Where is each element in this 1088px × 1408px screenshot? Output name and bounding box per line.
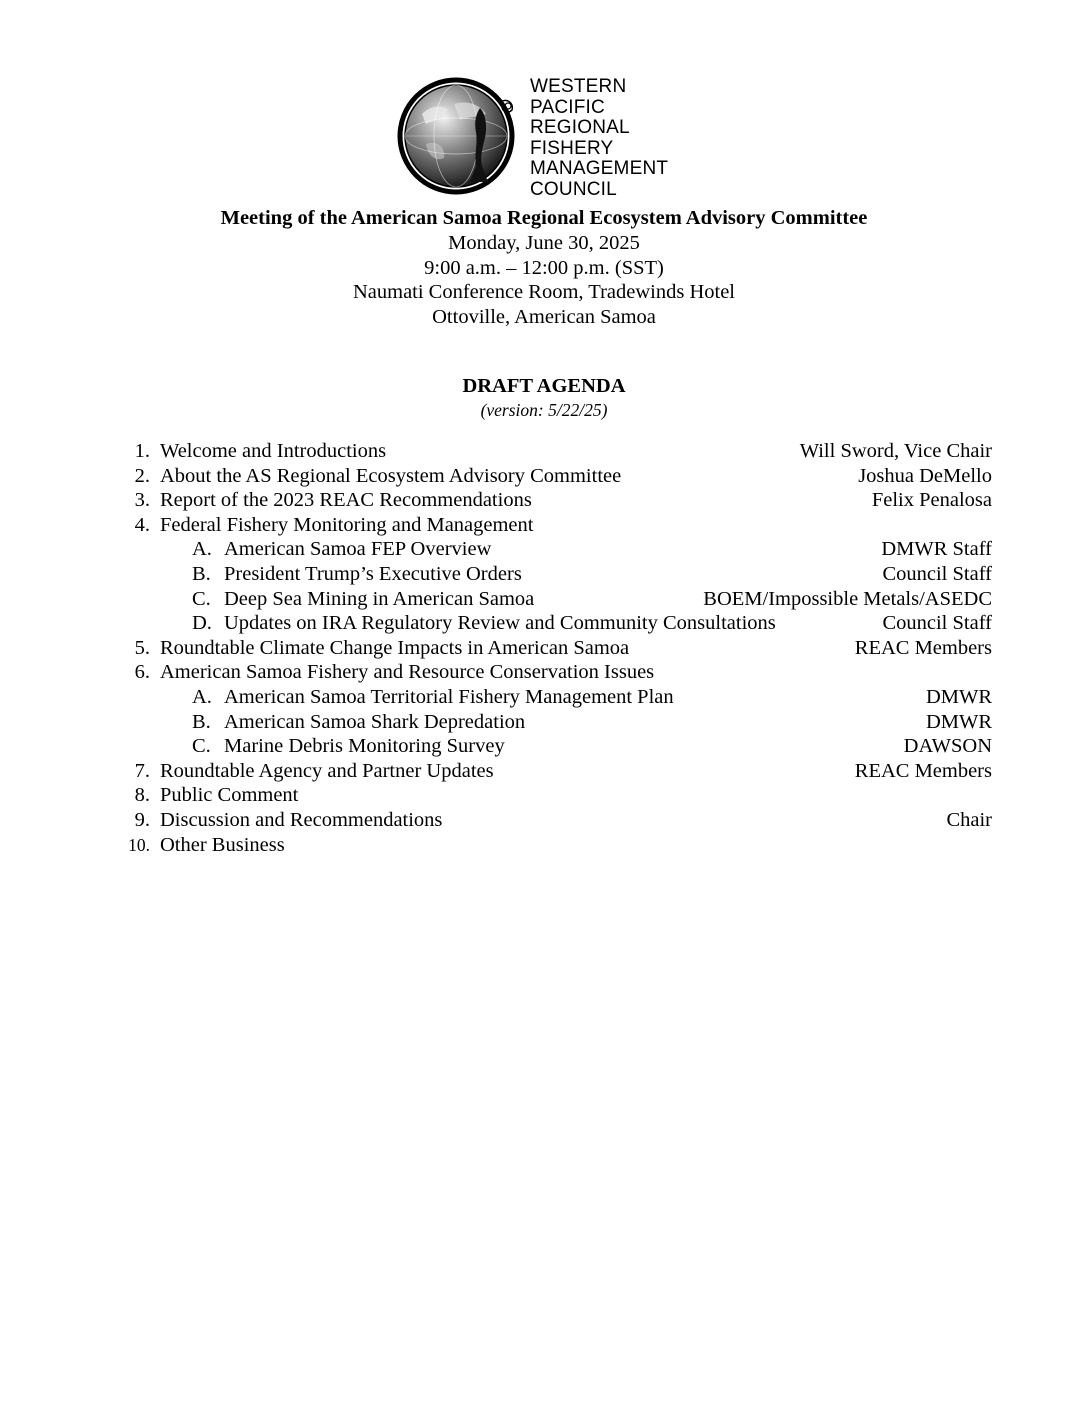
- subitem-title: Marine Debris Monitoring Survey: [224, 735, 505, 758]
- subitem-presenter: Council Staff: [882, 562, 992, 585]
- agenda-item: [0, 759, 1088, 784]
- item-number: 4.: [134, 513, 150, 536]
- item-presenter: Chair: [946, 808, 992, 831]
- council-logo: [396, 74, 696, 200]
- subitem-letter: B.: [192, 562, 211, 585]
- logo-line: WESTERN: [530, 76, 627, 97]
- subitem-title: Updates on IRA Regulatory Review and Community Consultations: [224, 612, 776, 635]
- subitem-presenter: DMWR Staff: [881, 538, 992, 561]
- agenda-item: [0, 488, 1088, 513]
- item-number: 7.: [134, 759, 150, 782]
- item-presenter: Will Sword, Vice Chair: [799, 440, 992, 462]
- item-presenter: REAC Members: [854, 636, 992, 659]
- meeting-date: Monday, June 30, 2025: [448, 232, 640, 254]
- logo-line: COUNCIL: [530, 178, 617, 200]
- agenda-heading: DRAFT AGENDA: [462, 375, 626, 397]
- agenda-item: [0, 439, 1088, 464]
- subitem-title: American Samoa FEP Overview: [224, 538, 492, 561]
- agenda-item: [0, 783, 1088, 808]
- item-presenter: Joshua DeMello: [858, 464, 992, 487]
- item-title: Other Business: [160, 833, 285, 856]
- subitem-presenter: Council Staff: [882, 612, 992, 635]
- item-title: Report of the 2023 REAC Recommendations: [160, 489, 532, 512]
- agenda-subitem: [0, 611, 1088, 636]
- agenda-version: (version: 5/22/25): [480, 400, 608, 420]
- meeting-title: Meeting of the American Samoa Regional Ecosystem Advisory Committee: [220, 207, 868, 229]
- council-name: [530, 77, 668, 200]
- subitem-letter: A.: [192, 685, 212, 708]
- logo-line: PACIFIC: [530, 96, 605, 118]
- item-presenter: Felix Penalosa: [871, 489, 992, 512]
- item-number: 3.: [134, 489, 150, 512]
- logo-line: REGIONAL: [530, 117, 630, 138]
- item-title: Welcome and Introductions: [160, 440, 387, 462]
- item-title: Public Comment: [160, 784, 299, 807]
- agenda-subitem: [0, 710, 1088, 735]
- agenda-item: [0, 513, 1088, 538]
- logo-line: MANAGEMENT: [530, 158, 669, 179]
- item-title: Roundtable Agency and Partner Updates: [160, 759, 494, 782]
- subitem-presenter: DMWR: [925, 710, 992, 733]
- subitem-letter: B.: [192, 710, 211, 733]
- subitem-title: Deep Sea Mining in American Samoa: [224, 587, 535, 610]
- subitem-letter: D.: [192, 612, 212, 635]
- agenda-subitem: [0, 562, 1088, 587]
- item-number: 5.: [134, 636, 150, 659]
- agenda-subitem: [0, 685, 1088, 710]
- subitem-title: American Samoa Territorial Fishery Management Plan: [224, 685, 674, 708]
- subitem-letter: C.: [192, 587, 211, 610]
- meeting-city: Ottoville, American Samoa: [432, 306, 656, 328]
- item-number: 2.: [134, 464, 150, 487]
- item-number: 8.: [134, 784, 150, 807]
- item-number: 9.: [134, 808, 150, 831]
- item-presenter: REAC Members: [854, 759, 992, 782]
- item-title: About the AS Regional Ecosystem Advisory Committee: [160, 464, 622, 487]
- meeting-location: Naumati Conference Room, Tradewinds Hotel: [352, 281, 736, 303]
- item-number: 10.: [128, 834, 150, 855]
- subitem-presenter: DAWSON: [903, 735, 992, 758]
- subitem-letter: C.: [192, 735, 211, 758]
- globe-emblem-icon: [396, 74, 524, 200]
- agenda-subitem: [0, 587, 1088, 612]
- agenda-item: [0, 808, 1088, 833]
- item-number: 6.: [134, 661, 150, 684]
- subitem-title: American Samoa Shark Depredation: [224, 710, 526, 733]
- subitem-presenter: BOEM/Impossible Metals/ASEDC: [703, 587, 992, 610]
- subitem-presenter: DMWR: [925, 685, 992, 708]
- item-title: Roundtable Climate Change Impacts in American Samoa: [160, 636, 630, 659]
- agenda-item: [0, 833, 1088, 858]
- agenda-item: [0, 660, 1088, 685]
- item-title: Discussion and Recommendations: [160, 808, 443, 831]
- logo-line: FISHERY: [530, 137, 614, 159]
- item-title: Federal Fishery Monitoring and Management: [160, 513, 534, 536]
- meeting-time: 9:00 a.m. – 12:00 p.m. (SST): [424, 257, 664, 279]
- agenda-subitem: [0, 537, 1088, 562]
- agenda-subitem: [0, 734, 1088, 759]
- agenda-list: [0, 439, 1088, 857]
- subitem-title: President Trump’s Executive Orders: [224, 562, 522, 585]
- agenda-item: [0, 636, 1088, 661]
- agenda-item: [0, 464, 1088, 489]
- item-number: 1.: [134, 440, 150, 462]
- item-title: American Samoa Fishery and Resource Conservation Issues: [160, 661, 655, 684]
- subitem-letter: A.: [192, 538, 212, 561]
